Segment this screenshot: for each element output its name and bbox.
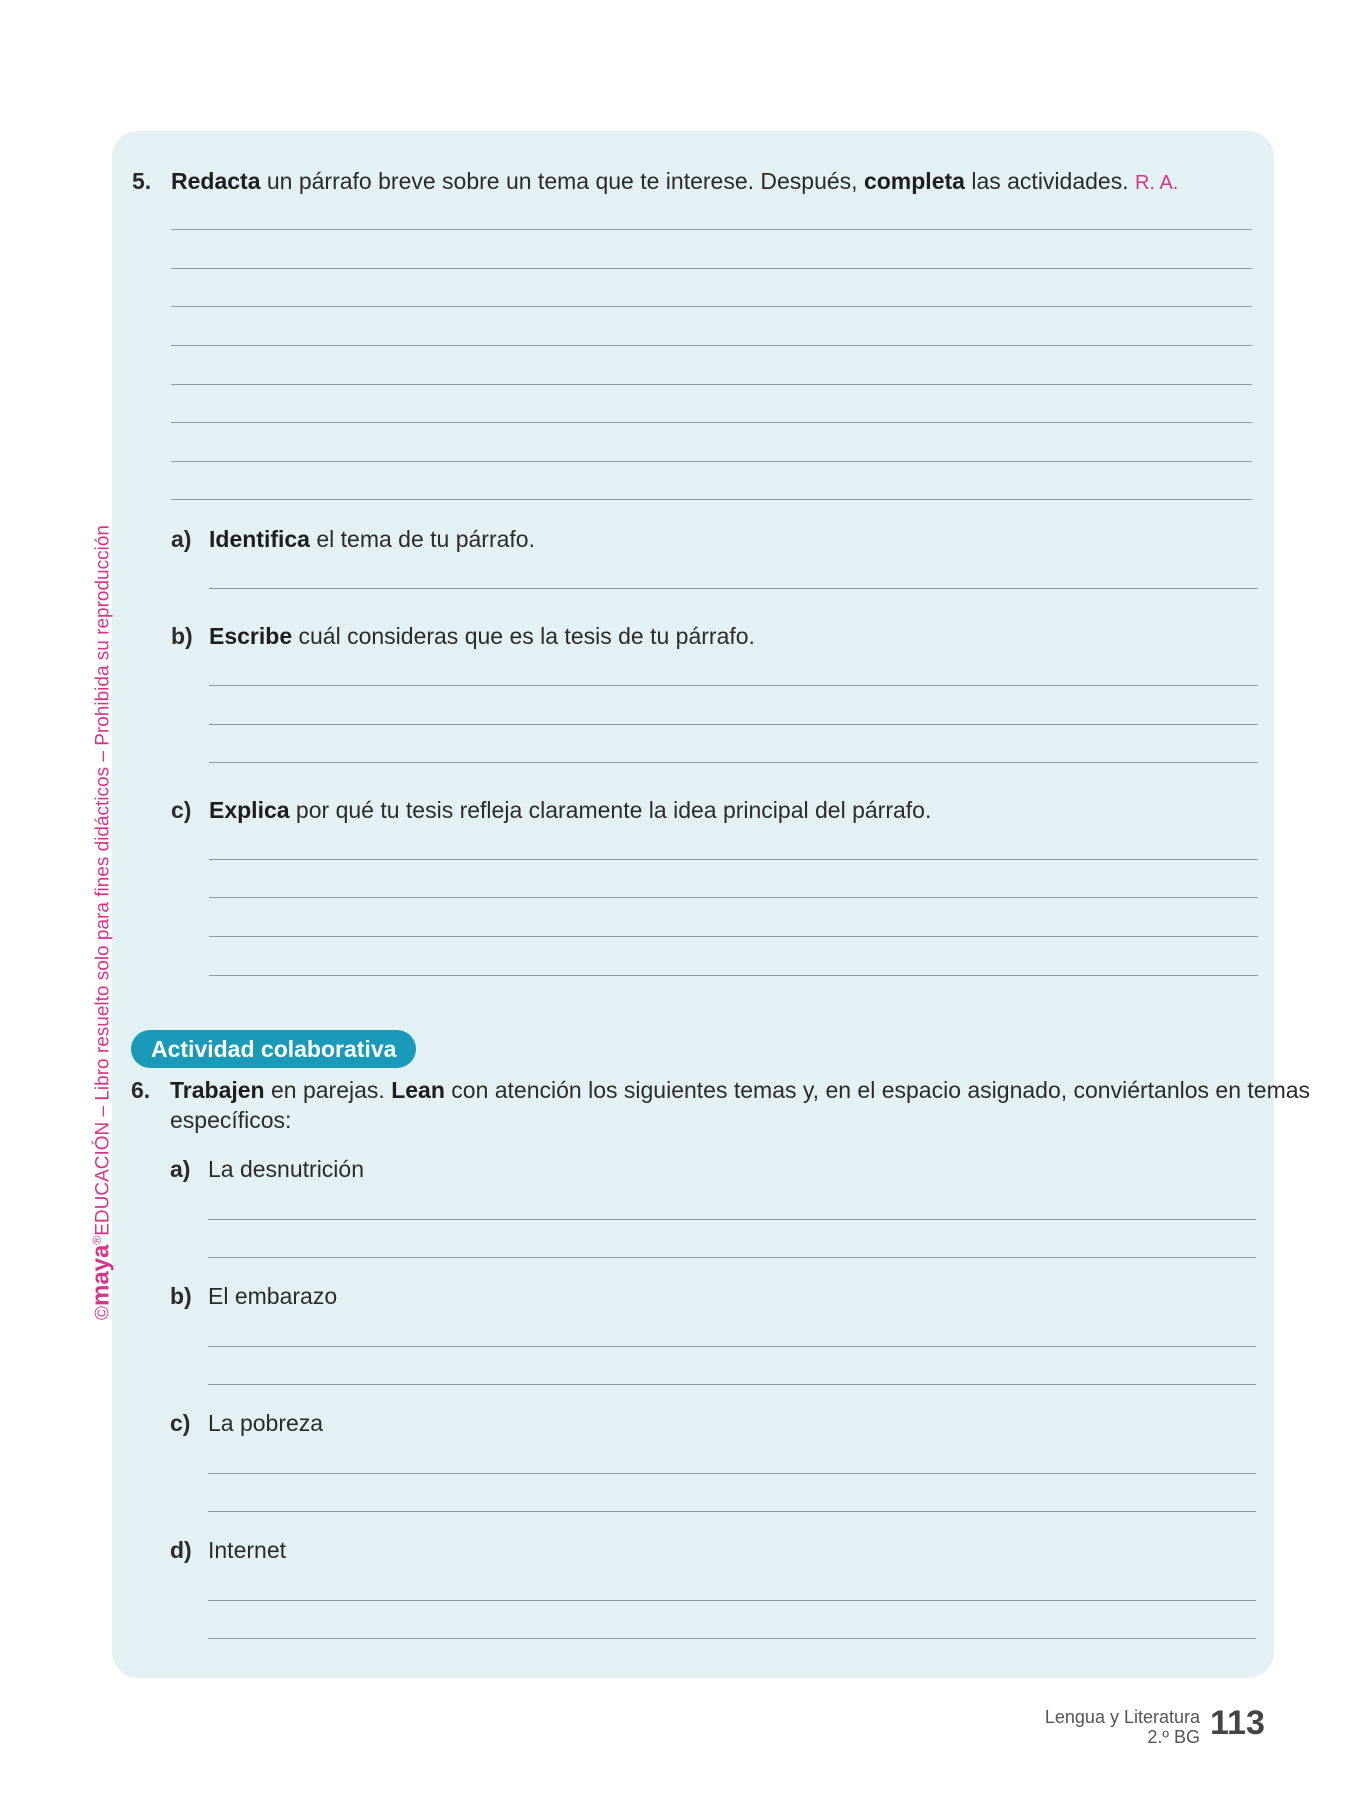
question-prompt-cont: específicos: (170, 1107, 292, 1133)
writing-line[interactable] (209, 685, 1258, 686)
question-number: 6. (131, 1077, 151, 1103)
writing-line[interactable] (208, 1511, 1256, 1512)
writing-line[interactable] (171, 384, 1252, 385)
writing-line[interactable] (171, 422, 1252, 423)
answer-tag: R. A. (1134, 172, 1179, 194)
writing-line[interactable] (209, 588, 1258, 589)
question-number: 5. (132, 168, 152, 194)
writing-line[interactable] (171, 345, 1252, 346)
writing-line[interactable] (208, 1346, 1256, 1347)
writing-line[interactable] (209, 724, 1258, 725)
question-prompt: Redacta un párrafo breve sobre un tema que te interese. Después, completa las actividades. R. A. (171, 168, 1179, 194)
page-number: 113 (1210, 1704, 1265, 1742)
writing-line[interactable] (209, 975, 1258, 976)
brand-logo: maya (87, 1244, 115, 1306)
writing-line[interactable] (171, 229, 1252, 230)
writing-line[interactable] (208, 1473, 1256, 1474)
footer-subject: Lengua y Literatura 2.º BG (1044, 1707, 1200, 1747)
writing-line[interactable] (171, 306, 1252, 307)
activity-panel (112, 131, 1274, 1678)
copyright-side-note: ©maya®EDUCACIÓN – Libro resuelto solo para fines didácticos – Prohibida su reproducción (87, 525, 115, 1320)
writing-line[interactable] (208, 1384, 1256, 1385)
writing-line[interactable] (208, 1600, 1256, 1601)
writing-line[interactable] (171, 499, 1252, 500)
writing-line[interactable] (208, 1219, 1256, 1220)
writing-line[interactable] (209, 936, 1258, 937)
writing-line[interactable] (208, 1257, 1256, 1258)
writing-line[interactable] (209, 859, 1258, 860)
writing-line[interactable] (171, 268, 1252, 269)
writing-line[interactable] (208, 1638, 1256, 1639)
collaborative-activity-badge: Actividad colaborativa (131, 1030, 416, 1068)
writing-line[interactable] (209, 762, 1258, 763)
writing-line[interactable] (171, 461, 1252, 462)
question-prompt: Trabajen en parejas. Lean con atención los siguientes temas y, en el espacio asignado, conviértanlos en temas (170, 1077, 1311, 1103)
writing-line[interactable] (209, 897, 1258, 898)
